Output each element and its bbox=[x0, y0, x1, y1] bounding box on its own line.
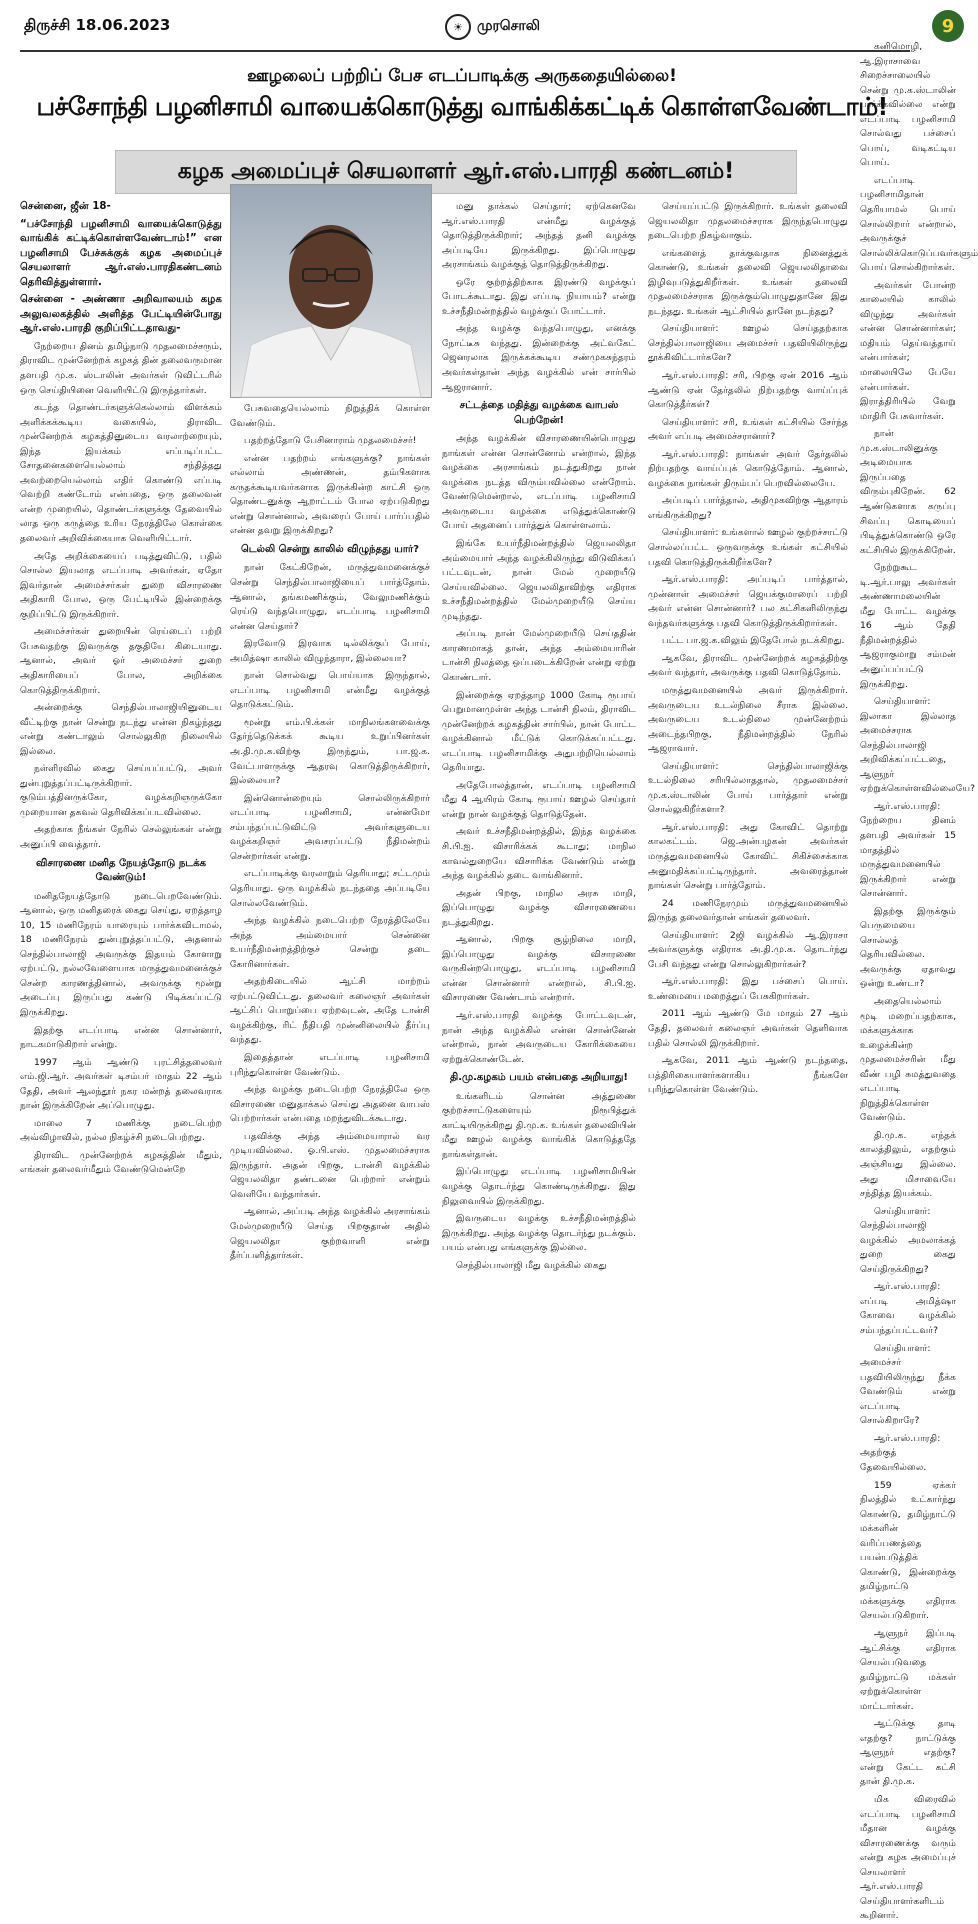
paragraph: எடப்பாடி பழனிசாமிதான் தெரியாமல் பொய் சொல்லிறார் என்றால், அவருக்குச் சொல்லிக்கொடுப்பவர்களும் பொய் சொல்கிறார்கள். bbox=[860, 174, 978, 274]
paragraph: ஆர்.எஸ்.பாரதி: சரி, பிறகு ஏன் 2016 ஆம் ஆண்டு ஏன் தேர்தலில் நிற்பதற்கு வாய்ப்புக் கொடுத்தீர்கள்? bbox=[648, 370, 848, 411]
paragraph: செய்யப்பட்டு இருக்கிறார். உங்கள் தலைவி ஜெயலலிதா முதலமைச்சராக இருந்தபொழுது நடைபெற்ற நிகழ்வாகும். bbox=[648, 201, 848, 242]
paragraph: என்ன பதற்றம் எங்களுக்கு? நாங்கள் எல்லாம் அண்ணன், தம்பிகளாக கருதக்கூடியவர்களாக இருக்கின்ற காட்சி ஒரு தொண்டனுக்கு ஆறாட்டம் போல ஏற்படுகிறது என்று சொன்னால், அவரைப் போய் பார்ப்பதில் என்ன தவறு இருக்கிறது? bbox=[230, 452, 430, 537]
paragraph: அதற்காக நீங்கள் நேரில் செல்லுங்கள் என்று அனுப்பி வைத்தார். bbox=[20, 824, 222, 850]
paragraph: மாலை 7 மணிக்கு நடைபெற்ற அவ்விழாவில், நல்ல நிகழ்ச்சி நடைபெற்றது. bbox=[20, 1117, 222, 1144]
paragraph: இப்பொழுது எடப்பாடி பழனிசாமியின் வழக்கு தொடர்ந்து கொண்டிருக்கிறது. இது நிலுவையில் இருக்கிறது. bbox=[442, 1166, 636, 1207]
paragraph: செய்தியாளர்: ஊழல் செய்ததற்காக செந்தில்பாலாஜியை அமைச்சர் பதவியிலிருந்து தூக்கிவிட்டார்களே? bbox=[648, 323, 848, 364]
paragraph: அந்த வழக்கு நடைபெற்ற நேரத்திலே ஒரு விசாரணை மனுதாக்கல் செய்து அதனை வாபஸ் பெற்றார்கள் என்பதை மறந்துவிடக்கூடாது. bbox=[230, 1084, 430, 1125]
paper-name: முரசொலி bbox=[477, 18, 540, 34]
paragraph: பட்ட பா.ஜ.க.விலும் இதேபோல் நடக்கிறது. bbox=[662, 635, 845, 647]
paragraph: அப்படி நான் மேல்முறையீடு செய்ததின் காரணமாகத் தான், அந்த அம்மையாரின் டான்சி நிலத்தை ஒப்படைக்கிறேன் என்று ஏற்று கொண்டார். bbox=[442, 628, 636, 683]
paragraph: இதற்கு இருக்கும் பெருமையை சொல்லத் தெரியவில்லை. அவருக்கு ஏதாவது ஒன்று உண்டா? bbox=[860, 905, 956, 990]
paragraph: இன்றைக்கு ஏறத்தாழ 1000 கோடி ரூபாய் பெறுமானமுள்ள அந்த டான்சி நிலம், திராவிட முன்னேற்றக் கழகத்தின் சார்பில், நான் போட்ட வழக்கினால் மீட்டுக் கொடுக்கப்பட்டது. எடப்பாடி பழனிசாமிக்கு அதுபற்றியெல்லாம் தெரியாது. bbox=[442, 689, 636, 774]
paragraph: ஒரே குற்றத்திற்காக இரண்டு வழக்குப் போடக்கூடாது. இது எப்படி நியாயம்? என்று உச்சநீதிமன்றத்தில் வழக்குப் போட்டார். bbox=[442, 276, 636, 317]
paragraph: செய்தியாளர்: அமைச்சர் பதவியிலிருந்து நீக்க வேண்டும் என்று எடப்பாடி சொல்கிறாரே? bbox=[860, 1342, 956, 1427]
section-subhead: தி.மு.கழகம் பயம் என்பதை அறியாது! bbox=[450, 1072, 628, 1084]
date-line: திருச்சி 18.06.2023 bbox=[24, 16, 171, 34]
paragraph: நான் சொல்வது பொய்யாக இருந்தால், எடப்பாடி பழனிசாமி என்மீது வழக்குத் தொடுக்கட்டும். bbox=[230, 670, 430, 711]
article-column-2 bbox=[230, 402, 430, 1490]
dateline: சென்னை, ஜீன் 18- bbox=[20, 201, 111, 212]
paragraph: அதே அறிக்கையைப் படித்துவிட்டு, பதில் சொல்ல இயலாத எடப்பாடி அவர்கள், ஏதோ இவர்தான் அமைச்சர்கள் துறை விசாரணை அதிகாரி போல, ஒரு பேட்டியில் இன்றைக்கு குறிப்பிட்டு இருக்கிறார். bbox=[20, 550, 222, 620]
paragraph: அன்றைக்கு செந்தில்பாலாஜியினுடைய வீட்டிற்கு நான் சென்று நடந்து என்ன நிகழ்ந்தது என்று கண்டாலும் சொல்லுகிற நிலையில் இல்லை. bbox=[20, 702, 222, 757]
paragraph: அவர் உச்சநீதிமன்றத்தில், இந்த வழக்கை சி.பி.ஐ. விசாரிக்கக் கூடாது; மாநில காவல்துறையே விசாரிக்க வேண்டும் என்று அந்த வழக்கில் தடை வாங்கினார். bbox=[442, 826, 636, 882]
paragraph: கனிமொழி, ஆ.இராசாவை சிறைச்சாலையில் சென்று மு.க.ஸ்டாலின் பார்க்கவில்லை என்று எடப்பாடி பழனிசாமி சொல்வது பச்சைப் பொய், வடிகட்டிய பொய். bbox=[860, 41, 956, 169]
paragraph: அதையெல்லாம் மூடி மறைப்பதற்காக, மக்களுக்காக உழைக்கின்ற முதலமைச்சரின் மீது வீண் பழி சுமத்துவதை எடப்பாடி நிறுத்திக்கொள்ள வேண்டும். bbox=[860, 996, 956, 1124]
paragraph: மருத்துவமனையில் அவர் இருக்கிறார். அவருடைய உடல்நிலை சீராக இல்லை. அவருடைய உடல்நிலை முன்னேற்றம் அடைந்தபிறகு, நீதிமன்றத்தில் நேரில் ஆஜராவார். bbox=[648, 684, 848, 755]
paragraph: ஆளுநர் இப்படி ஆட்சிக்கு எதிராக செயல்படுவதை தமிழ்நாட்டு மக்கள் ஏற்றுக்கொள்ள மாட்டார்கள். bbox=[860, 1627, 956, 1712]
paragraph: நேற்றைய தினம் தமிழ்நாடு முதலமைச்சரும், திராவிட முன்னேற்றக் கழகத் தின் தலைவருமான தளபதி மு.க. ஸ்டாலின் அவர்கள் டுவிட்டரில் ஒரு செய்தியினை வெளியிட்டு இருந்தார்கள். bbox=[20, 340, 222, 396]
paragraph: பதவிக்கு அந்த அம்மையாரால் வர முடியவில்லை. ஓ.பி.எஸ். முதலமைச்சராக இருந்தார். அதன் பிறகு, டான்சி வழக்கில் ஜெயலலிதா தண்டனை பெற்றார் என்றும் வெளியே வந்தார்கள். bbox=[230, 1130, 430, 1200]
paper-logo-icon: ☀ bbox=[445, 14, 471, 40]
paragraph: செய்தியாளர்: இலாகா இல்லாத அமைச்சராக செந்தில்பாலாஜி அறிவிக்கப்பட்டதை, ஆளுநர் ஏற்றுக்கொள்ளவில்லையே? bbox=[860, 696, 976, 795]
paragraph: எங்களைத் தாக்குவதாக நினைத்துக் கொண்டு, உங்கள் தலைவி ஜெயலலிதாவை இழிவுபடுத்துகிறீர்கள். உங்கள் தலைவி முதலமைச்சராக இருக்கும்பொழுதுதானே இது நடந்தது. உங்கள் ஆட்சியில் தானே நடந்தது? bbox=[648, 247, 848, 317]
paragraph: பேசுவதையெல்லாம் நிறுத்திக் கொள்ள வேண்டும். bbox=[230, 403, 430, 429]
paragraph: ஆகவே, 2011 ஆம் ஆண்டு நடந்ததை, பத்திரிகையாளர்களாகிய நீங்களே புரிந்துகொள்ள வேண்டும். bbox=[648, 1055, 848, 1096]
paragraph: மனிதநேயத்தோடு நடைபெறவேண்டும். ஆனால், ஒரு மனிதரைக் கைது செய்து, ஏறத்தாழ 10, 15 மணிநேரம் யாரையும் பார்க்கவிடாமல், 18 மணிநேரம் துன்புறுத்தப்பட்டு, அதனால் செந்தில்பாலாஜி அவருக்கு இதயம் கோளாறு ஏற்பட்டு, நல்லவேளையாக மருத்துவமனைக்குச் சென்ற காரணத்தினால், அவருக்கு மூன்று அடைப்பு இருப்பது கண்டு பிடிக்கப்பட்டு இருக்கிறது. bbox=[20, 890, 222, 1018]
paragraph: மிக விரைவில் எடப்பாடி பழனிசாமி மீதான வழக்கு விசாரணைக்கு வரும் என்று கழக அமைப்புச் செயலாளர் ஆர்.எஸ்.பாரதி செய்தியாளர்களிடம் கூறினார். bbox=[860, 1793, 956, 1922]
paragraph: ஆனால், அப்படி அந்த வழக்கில் அரசாங்கம் மேல்முறையீடு செய்த பிறகுதான் அதில் ஜெயலலிதா குற்றவாளி என்று தீர்ப்பளித்தார்கள். bbox=[230, 1206, 430, 1262]
paragraph: இதைத்தான் எடப்பாடி பழனிசாமி புரிந்துகொள்ள வேண்டும். bbox=[230, 1051, 430, 1078]
paragraph: மூன்று எம்.பி.க்கள் மாநிலங்களவைக்கு தேர்ந்தெடுக்கக் கூடிய உறுப்பினர்கள் அ.தி.மு.க.விற்கு இருந்தும், பா.ஜ.க. வேட்பாளருக்கு ஆதரவு கொடுத்திருக்கிறார், இல்லையா? bbox=[230, 716, 430, 787]
subheadline-band: கழக அமைப்புச் செயலாளர் ஆர்.எஸ்.பாரதி கண்டனம்! bbox=[115, 150, 797, 194]
paragraph: ஆர்.எஸ்.பாரதி: அது கோவிட் தொற்று காலகட்டம். ஜெ.அன்பழகன் அவர்கள் மருத்துவமனையில் கோவிட் சிகிச்சைக்காக அனுமதிக்கப்பட்டிருந்தார். அவரைத்தான் நாங்கள் சென்று பார்த்தோம். bbox=[648, 821, 848, 892]
section-subhead: சட்டத்தை மதித்து வழக்கை வாபஸ் பெற்றேன்! bbox=[459, 400, 619, 426]
paragraph: ஆர்.எஸ்.பாரதி: அதற்குத் தேவையில்லை. bbox=[860, 1432, 941, 1473]
headline: பச்சோந்தி பழனிசாமி வாயைக்கொடுத்து வாங்கிக்கட்டிக் கொள்ளவேண்டாம்! bbox=[36, 92, 888, 121]
paragraph: பதற்றத்தோடு பேசினாராம் முதலமைச்சர்! bbox=[244, 435, 417, 447]
paragraph: செந்தில்பாலாஜி மீது வழக்கில் கைது bbox=[456, 1259, 607, 1271]
paragraph: அமைச்சர்கள் துறையின் ரெய்டைப் பற்றி பேசுவதற்கு இவருக்கு தகுதியே கிடையாது. ஆனால், அவர் ஓர் அமைச்சர் துறை அதிகாரியைப் போல, அறிக்கை கொடுத்திருக்கிறார். bbox=[20, 626, 222, 696]
paragraph: ஆர்.எஸ்.பாரதி: நேற்றைய தினம் தளபதி அவர்கள் 15 மாதத்தில் மருத்துவமனையில் இருக்கிறார் என்று சொன்னார். bbox=[860, 800, 956, 900]
paragraph: அந்த வழக்கு வந்தபொழுது, எனக்கு நோட்டீசு வந்தது. இன்றைக்கு அட்வகேட் ஜெனரலாக இருக்கக்கூடிய சண்முகசுந்தரம் அவர்கள்தான் அந்த வழக்கில் என் சார்பில் ஆஜரானார். bbox=[442, 323, 636, 393]
paragraph: ஆனால், பிறகு சூழ்நிலை மாறி, இப்பொழுது வழக்கு விசாரணை வருகின்றபொழுது, எடப்பாடி பழனிசாமி என்ன சொன்னார் என்றால், சி.பி.ஐ. விசாரணை வேண்டாம் என்றார். bbox=[442, 934, 636, 1004]
portrait-illustration bbox=[231, 185, 431, 397]
paragraph: 2011 ஆம் ஆண்டு மே மாதம் 27 ஆம் தேதி, தலைவர் கலைஞர் அவர்கள் தெளிவாக பதில் சொல்லி இருக்கிறார். bbox=[648, 1008, 848, 1049]
paragraph: இங்கே உயர்நீதிமன்றத்தில் ஜெயலலிதா அம்மையார் அந்த வழக்கிலிருந்து விடுவிக்கப் பட்டவுடன், நான் மேல் முறையீடு செய்யவில்லை. ஜெயலலிதாவிற்கு எதிராக உச்சநீதிமன்றத்தில் மேல்முறையீடு செய்ய முடிந்தது. bbox=[442, 538, 636, 622]
paragraph: அதன் பிறகு, மாநில அரசு மாறி, இப்பொழுது வழக்கு விசாரணையை நடத்துகிறது. bbox=[442, 887, 636, 928]
paragraph: இரவோடு இரவாக டில்லிக்குப் போய், அமித்ஷா காலில் விழுந்தாரா, இல்லையா? bbox=[230, 638, 430, 664]
paragraph: மனு தாக்கல் செய்தார்; ஏற்கெனவே ஆர்.எஸ்.பாரதி என்மீது வழக்குத் தொடுத்திருக்கிறார்; அந்தத் தனி வழக்கு அப்படியே இருக்கிறது. இப்பொழுது அரசாங்கம் வழக்குத் தொடுத்திருக்கிறது. bbox=[442, 201, 636, 271]
paragraph: ஆட்டுக்கு தாடி எதற்கு? நாட்டுக்கு ஆளுநர் எதற்கு? என்று கேட்ட கட்சி தான் தி.மு.க. bbox=[860, 1718, 956, 1788]
paragraph: ஆர்.எஸ்.பாரதி: நாங்கள் அவர் தேர்தலில் நிற்பதற்கு வாய்ப்புக் கொடுத்தோம். ஆனால், வழக்கை நாங்கள் திரும்பப் பெறவில்லையே. bbox=[648, 448, 848, 489]
paragraph: செய்தியாளர்: 2ஜி வழக்கில் ஆ.இராசா அவர்களுக்கு எதிராக அ.தி.மு.க. தொடர்ந்து பேசி வந்தது என்று சொல்லுகிறார்கள்? bbox=[648, 929, 848, 970]
kicker-line: ஊழலைப் பற்றிப் பேச எடப்பாடிக்கு அருகதையில்லை! bbox=[247, 66, 677, 86]
paragraph: உங்களிடம் சொன்ன அத்துணை குற்றச்சாட்டுகளையும் நிரூபித்துக் காட்டியிருக்கிறது தி.மு.க. உங்கள் தலைவியின் மீது ஊழல் வழக்கு வாங்கிக் கொடுத்ததே நாங்கள்தான். bbox=[442, 1090, 636, 1160]
paragraph: நான் கேட்கிறேன், மருத்துவமனைக்குச் சென்று செந்தில்பாலாஜியைப் பார்த்தோம். ஆனால், தங்கமணிக்கும், வேலுமணிக்கும் ரெய்டு வந்தபொழுது, எடப்பாடி பழனிசாமி என்ன செய்தார்? bbox=[230, 562, 430, 632]
paragraph: ஆர்.எஸ்.பாரதி வழக்கு போட்டவுடன், நான் அந்த வழக்கில் என்ன சொன்னேன் என்றால், நான் அவருடைய கோரிக்கையை ஏற்றுக்கொண்டேன். bbox=[442, 1009, 636, 1065]
paragraph: எடப்பாடிக்கு வரலாறும் தெரியாது; சட்டமும் தெரியாது. ஒரு வழக்கில் நடந்ததை அப்படியே சொல்லவேண்டும். bbox=[230, 868, 430, 909]
paper-brand bbox=[445, 14, 540, 40]
article-column-4 bbox=[648, 200, 848, 1490]
paragraph: அதற்கிடையில் ஆட்சி மாற்றம் ஏற்பட்டுவிட்டது. தலைவர் கலைஞர் அவர்கள் ஆட்சிப் பொறுப்பை ஏற்றவுடன், அதே டான்சி வழக்கிற்கு, ரிட் நீதிபதி முன்னிலையில் தீர்ப்பு வந்தது. bbox=[230, 976, 430, 1046]
lead-paragraph-2: சென்னை - அண்ணா அறிவாலயம் கழக அலுவலகத்தில் அளித்த பேட்டியின்போது ஆர்.எஸ்.பாரதி குறிப்பிட்டதாவது- bbox=[20, 294, 222, 335]
masthead-rule bbox=[20, 50, 910, 52]
paragraph: 159 ஏக்கர் நிலத்தில் உட்கார்ந்து கொண்டு, தமிழ்நாட்டு மக்களின் வரிப்பணத்தை பயன்படுத்திக் கொண்டு, இன்றைக்கு தமிழ்நாட்டு மக்களுக்கு எதிராக செயல்படுகிறார். bbox=[860, 1479, 956, 1622]
paragraph: அதேபோலத்தான், எடப்பாடி பழனிசாமி மீது 4 ஆயிரம் கோடி ரூபாய் ஊழல் செய்தார் என்று நான் வழக்குத் தொடுத்தேன். bbox=[442, 779, 636, 820]
paragraph: நேற்றுகூட டி.ஆர்.பாலு அவர்கள் அண்ணாமலையின் மீது போட்ட வழக்கு 16 ஆம் தேதி நீதிமன்றத்தில் ஆஜராகுமாறு சம்மன் அனுப்பப்பட்டு இருக்கிறது. bbox=[860, 562, 956, 690]
paragraph: அப்படிப் பார்த்தால், அதிமுகவிற்கு ஆதாரம் எங்கிருக்கிறது? bbox=[648, 495, 848, 521]
paragraph: செய்தியாளர்: செந்தில்பாலாஜி வழக்கில் அமலாக்கத் துறை கைது செய்திருக்கிறது? bbox=[860, 1205, 956, 1275]
paragraph: ஆகவே, திராவிட முன்னேற்றக் கழகத்திற்கு அவர் வந்தார், அவருக்கு பதவி கொடுத்தோம். bbox=[648, 652, 848, 679]
portrait-photo bbox=[230, 184, 432, 398]
paragraph: தி.மு.க. எந்தக் காலத்திலும், எதற்கும் அஞ்சியது இல்லை. அது மிசாவையே சந்தித்த இயக்கம். bbox=[860, 1129, 956, 1200]
masthead bbox=[20, 8, 964, 48]
paragraph: அந்த வழக்கில் நடைபெற்ற நேரத்திலேயே அந்த அம்மையார் சென்னை உயர்நீதிமன்றத்திற்குச் சென்று தடை கோரினார்கள். bbox=[230, 915, 430, 970]
paragraph: நள்ளிரவில் கைது செய்யப்பட்டு, அவர் துன்புறுத்தப்பட்டிருக்கிறார். குடும்பத்தினருக்கோ, வழக்கறிஞருக்கோ முறையான தகவல் தெரிவிக்கப்படவில்லை. bbox=[20, 763, 222, 818]
paragraph: நான் மு.க.ஸ்டாலினுக்கு அடிமையாக இருப்பதை விரும்புகிறேன். 62 ஆண்டுகளாக கருப்பு சிவப்பு கொடியைப் பிடித்துக்கொண்டு ஒரே கட்சியில் இருக்கிறேன். bbox=[860, 428, 956, 556]
paragraph: 1997 ஆம் ஆண்டு புரட்சித்தலைவர் எம்.ஜி.ஆர். அவர்கள் டிசம்பர் மாதம் 22 ஆம் தேதி, அவர் ஆலந்தூர் நகர மன்றத் தலைவராக நான் இருக்கிறேன் அப்பொழுது. bbox=[20, 1056, 222, 1112]
paragraph: அவர்கள் போன்ற காலையில் காலில் விழுந்து அவர்கள் என்ன சொன்னார்கள்; மதியம் தெய்வத்தாய் என்பார்கள்; மாலையிலே பேயே என்பார்கள். இராத்திரியில் வேறு மாதிரி பேசுவார்கள். bbox=[860, 279, 956, 422]
paragraph: திராவிட முன்னேற்றக் கழகத்தின் மீதும், எங்கள் தலைவர்மீதும் வேண்டுமென்றே bbox=[20, 1149, 222, 1176]
paragraph: இன்னொன்றையும் சொல்லிருக்கிறார் எடப்பாடி பழனிசாமி, என்னமோ சம்பந்தப்பட்டுவிட்டு அவர்களுடைய வழக்கறிஞர் அவசரப்பட்டு நீதிமன்றம் சென்றார்கள் என்று. bbox=[230, 792, 430, 862]
article-column-3 bbox=[442, 200, 636, 1490]
paragraph: செய்தியாளர்: செந்தில்பாலாஜிக்கு உடல்நிலை சரியில்லாததால், முதலமைச்சர் மு.க.ஸ்டாலின் போய் பார்த்தார் என்று சொல்லுகிறீர்களா? bbox=[648, 760, 848, 816]
section-subhead: விசாரணை மனித நேயத்தோடு நடக்க வேண்டும்! bbox=[36, 857, 206, 884]
paragraph: இதற்கு எடப்பாடி என்ன சொன்னார், நாடகமாடுகிறார் என்று. bbox=[20, 1024, 222, 1051]
paragraph: இவருடைய வழக்கு உச்சநீதிமன்றத்தில் இருக்கிறது. அந்த வழக்கு தொடர்ந்து நடக்கும். பயம் என்பது எங்களுக்கு இல்லை. bbox=[442, 1213, 636, 1254]
article-column-1 bbox=[20, 200, 222, 1490]
paragraph: செய்தியாளர்: சரி, உங்கள் கட்சியில் சேர்ந்த அவர் எப்படி அமைச்சரானார்? bbox=[648, 416, 848, 443]
paragraph: ஆர்.எஸ்.பாரதி: அப்படிப் பார்த்தால், முன்னாள் அமைச்சர் ஜெயக்குமாரைப் பற்றி அவர் என்ன சொன்னார்? பல கட்சிகளிலிருந்து வந்தவர்களுக்கு பதவி கொடுத்திருக்கிறார்கள். bbox=[648, 574, 848, 629]
page-number-badge: 9 bbox=[932, 10, 964, 42]
paragraph: ஆர்.எஸ்.பாரதி: இது பச்சைப் பொய். உண்மையை மறைத்துப் பேசுகிறார்கள். bbox=[648, 976, 848, 1002]
paragraph: ஆர்.எஸ்.பாரதி: எப்படி அமித்ஷா கோவை வழக்கில் சம்பந்தப்பட்டவர்? bbox=[860, 1281, 956, 1337]
paragraph: அந்த வழக்கின் விசாரணையின்பொழுது நாங்கள் என்ன சொன்னோம் என்றால், இந்த வழக்கை அரசாங்கம் நடத்துகிறது நான் வழக்கை நடத்த விரும்பவில்லை என்றோம். வேண்டுமென்றால், எடப்பாடி பழனிசாமி அவருடைய வழக்கை எடுத்துக்கொண்டு போய் அதனைப் பார்த்துக் கொள்ளலாம். bbox=[442, 433, 636, 532]
section-subhead: டெல்லி சென்று காலில் விழுந்தது யார்? bbox=[240, 543, 420, 555]
lead-paragraph: “பச்சோந்தி பழனிசாமி வாயைக்கொடுத்து வாங்கிக் கட்டிக்கொள்ளவேண்டாம்!” என பழனிசாமி பேச்சுக்குக் கழக அமைப்புச் செயலாளர் ஆர்.எஸ்.பாரதிகண்டனம் தெரிவித்துள்ளார். bbox=[20, 218, 222, 288]
paragraph: கடந்த தொண்டர்களுக்கெல்லாம் விளக்கம் அளிக்கக்கூடிய வகையில், திராவிட முன்னேற்றக் கழகத்தினுடைய வரலாற்றையும், இந்த இயக்கம் எப்படிப்பட்ட சோதனைகளையெல்லாம் சந்தித்தது அவற்றையெல்லாம் எதிர் கொண்டு எப்படி வெற்றி கண்டோம் என்பதை, ஒரு தலைவன் என்ற முறையில், தொண்டர்களுக்கு தேவையில் லாத ஒரு கருத்தை உரிய நேரத்திலே கொள்கை தலைவர் அறிவிக்கையாக வெளியிட்டார். bbox=[20, 402, 222, 545]
paragraph: செய்தியாளர்: உங்களால் ஊழல் குற்றச்சாட்டு சொல்லப்பட்ட ஒருவருக்கு உங்கள் கட்சியில் பதவி கொடுத்திருக்கிறீர்களே? bbox=[648, 527, 848, 568]
article-column-5 bbox=[860, 40, 978, 1922]
paragraph: 24 மணிநேரமும் மருத்துவமனையில் இருந்த தலைவர்தான் எங்கள் தலைவர். bbox=[648, 897, 848, 924]
